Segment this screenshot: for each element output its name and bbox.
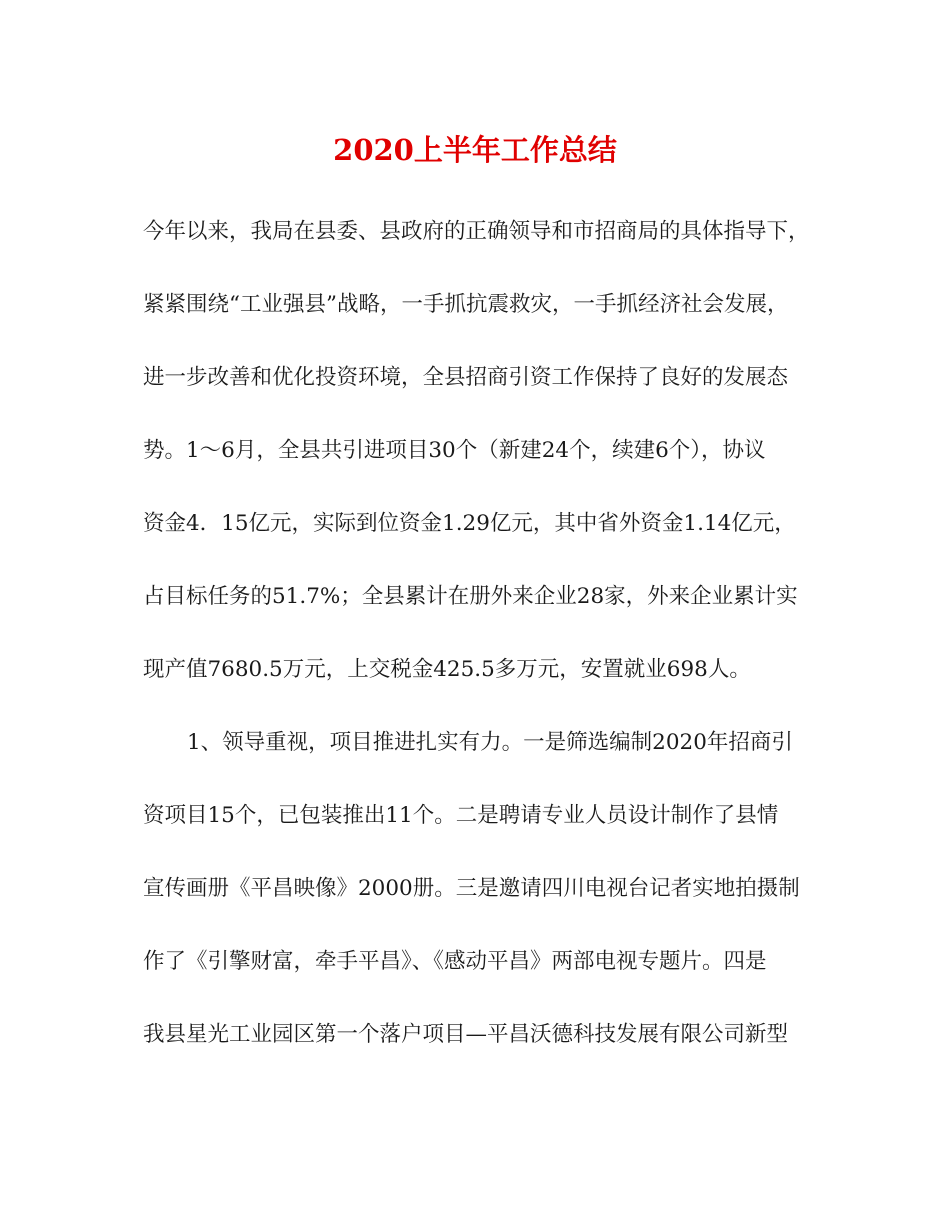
paragraph-line: 资金4．15亿元，实际到位资金1.29亿元，其中省外资金1.14亿元， [143,511,796,536]
document-title: 2020上半年工作总结 [333,133,617,167]
paragraph-line: 现产值7680.5万元，上交税金425.5多万元，安置就业698人。 [143,657,751,682]
paragraph-line: 资项目15个，已包装推出11个。二是聘请专业人员设计制作了县情 [143,803,779,828]
paragraph-line: 宣传画册《平昌映像》2000册。三是邀请四川电视台记者实地拍摄制 [143,876,800,901]
paragraph-line: 进一步改善和优化投资环境，全县招商引资工作保持了良好的发展态 [143,365,789,390]
paragraph-line: 占目标任务的51.7%；全县累计在册外来企业28家，外来企业累计实 [143,584,798,609]
paragraph-line: 我县星光工业园区第一个落户项目—平昌沃德科技发展有限公司新型 [143,1022,789,1047]
paragraph-line: 作了《引擎财富，牵手平昌》、《感动平昌》两部电视专题片。四是 [143,949,767,974]
paragraph-line: 1、领导重视，项目推进扎实有力。一是筛选编制2020年招商引 [187,730,793,755]
paragraph-line: 势。1～6月，全县共引进项目30个（新建24个，续建6个），协议 [143,438,766,463]
paragraph-line: 今年以来，我局在县委、县政府的正确领导和市招商局的具体指导下， [143,219,810,244]
paragraph-line: 紧紧围绕“工业强县”战略，一手抓抗震救灾，一手抓经济社会发展， [143,292,789,317]
